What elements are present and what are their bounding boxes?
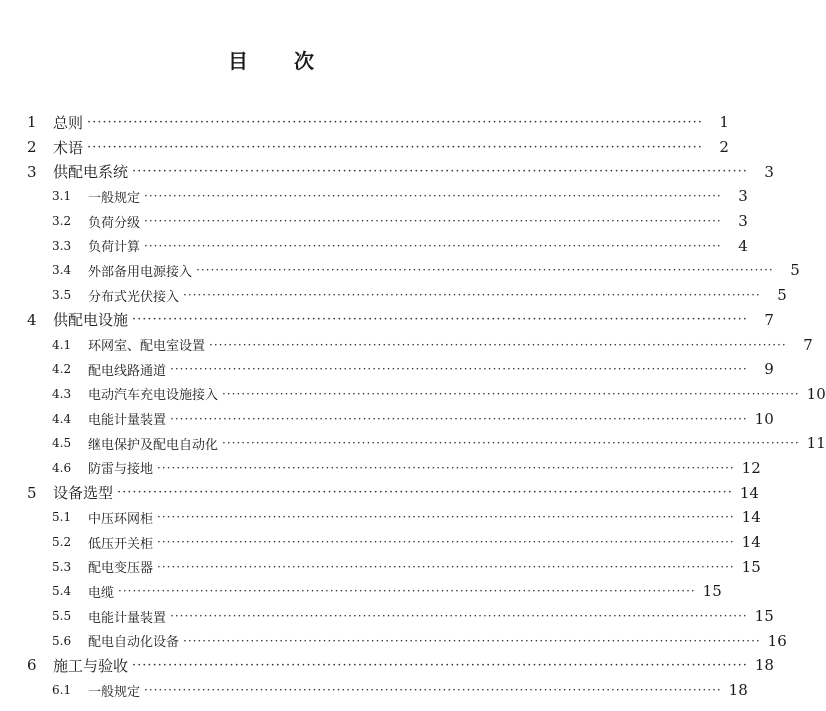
toc-section-entry[interactable] — [0, 258, 800, 283]
toc-dot-leader: ························································································································ — [132, 312, 748, 328]
toc-entry-page-number: 9 — [764, 360, 774, 379]
toc-entry-number: 5.1 — [52, 510, 72, 525]
toc-entry-page-number: 14 — [741, 533, 761, 552]
toc-entry-label: 电能计量装置 — [88, 413, 167, 429]
toc-entry-page-number: 18 — [728, 681, 748, 700]
toc-entry-number: 4.2 — [52, 362, 72, 377]
page-title — [0, 45, 542, 74]
toc-entry-number: 4.1 — [52, 337, 72, 352]
toc-entry-label: 电动汽车充电设施接入 — [88, 388, 219, 404]
toc-section-entry[interactable] — [0, 332, 813, 357]
toc-chapter-entry[interactable] — [0, 110, 729, 135]
toc-entry-label: 供配电系统 — [53, 163, 129, 182]
toc-dot-leader: ························································································································ — [118, 584, 696, 599]
toc-entry-page-number: 1 — [719, 113, 729, 132]
toc-entry-label: 电缆 — [88, 585, 115, 601]
toc-entry-label: 分布式光伏接入 — [88, 289, 180, 305]
toc-section-entry[interactable] — [0, 604, 774, 629]
toc-entry-page-number: 16 — [767, 631, 787, 650]
toc-entry-label: 负荷分级 — [88, 215, 141, 231]
toc-entry-page-number: 14 — [741, 508, 761, 527]
toc-entry-number: 4.5 — [52, 436, 72, 451]
toc-section-entry[interactable] — [0, 579, 722, 604]
toc-section-entry[interactable] — [0, 505, 761, 530]
toc-dot-leader: ························································································································ — [222, 386, 800, 401]
toc-dot-leader: ························································································································ — [157, 559, 735, 574]
toc-dot-leader: ························································································································ — [170, 609, 748, 624]
toc-chapter-entry[interactable] — [0, 135, 729, 160]
toc-dot-leader: ························································································································ — [132, 164, 748, 180]
toc-dot-leader: ························································································································ — [183, 633, 761, 648]
toc-entry-page-number: 7 — [764, 310, 774, 329]
toc-entry-page-number: 3 — [764, 162, 774, 181]
toc-entry-page-number: 10 — [754, 409, 774, 428]
toc-chapter-entry[interactable] — [0, 653, 774, 678]
toc-section-entry[interactable] — [0, 184, 748, 209]
toc-entry-page-number: 11 — [806, 434, 826, 453]
toc-entry-page-number: 3 — [738, 187, 748, 206]
toc-entry-number: 6.1 — [52, 683, 72, 698]
table-of-contents — [0, 110, 826, 703]
toc-entry-number: 3 — [27, 162, 37, 181]
toc-entry-label: 施工与验收 — [53, 656, 129, 675]
toc-section-entry[interactable] — [0, 554, 761, 579]
toc-chapter-entry[interactable] — [0, 308, 774, 333]
toc-entry-number: 4.3 — [52, 386, 72, 401]
toc-entry-label: 中压环网柜 — [88, 511, 154, 527]
toc-section-entry[interactable] — [0, 456, 761, 481]
toc-entry-page-number: 3 — [738, 212, 748, 231]
toc-section-entry[interactable] — [0, 628, 787, 653]
toc-entry-page-number: 15 — [754, 607, 774, 626]
toc-entry-number: 3.1 — [52, 189, 72, 204]
toc-entry-page-number: 4 — [738, 236, 748, 255]
toc-dot-leader: ························································································································ — [222, 436, 800, 451]
toc-entry-number: 5 — [27, 483, 37, 502]
title-char-2: 次 — [294, 49, 314, 74]
toc-section-entry[interactable] — [0, 406, 774, 431]
toc-entry-label: 外部备用电源接入 — [88, 264, 193, 280]
toc-entry-number: 5.4 — [52, 584, 72, 599]
toc-chapter-entry[interactable] — [0, 159, 774, 184]
toc-entry-page-number: 7 — [803, 335, 813, 354]
toc-entry-number: 4.4 — [52, 411, 72, 426]
toc-chapter-entry[interactable] — [0, 480, 759, 505]
toc-dot-leader: ························································································································ — [157, 535, 735, 550]
toc-dot-leader: ························································································································ — [157, 460, 735, 475]
title-char-1: 目 — [228, 49, 248, 74]
toc-entry-label: 术语 — [53, 138, 84, 157]
toc-dot-leader: ························································································································ — [132, 657, 748, 673]
toc-entry-page-number: 10 — [806, 384, 826, 403]
toc-section-entry[interactable] — [0, 283, 787, 308]
toc-section-entry[interactable] — [0, 530, 761, 555]
toc-section-entry[interactable] — [0, 431, 826, 456]
toc-dot-leader: ························································································································ — [144, 189, 722, 204]
toc-dot-leader: ························································································································ — [144, 214, 722, 229]
toc-dot-leader: ························································································································ — [209, 337, 787, 352]
toc-section-entry[interactable] — [0, 357, 774, 382]
toc-dot-leader: ························································································································ — [170, 411, 748, 426]
toc-dot-leader: ························································································································ — [196, 263, 774, 278]
toc-dot-leader: ························································································································ — [144, 683, 722, 698]
toc-entry-page-number: 12 — [741, 458, 761, 477]
toc-entry-page-number: 14 — [739, 483, 759, 502]
toc-dot-leader: ························································································································ — [117, 485, 733, 501]
toc-entry-number: 1 — [27, 113, 37, 132]
toc-dot-leader: ························································································································ — [144, 238, 722, 253]
toc-entry-page-number: 18 — [754, 656, 774, 675]
toc-entry-label: 电能计量装置 — [88, 610, 167, 626]
toc-entry-page-number: 15 — [741, 557, 761, 576]
toc-entry-label: 一般规定 — [88, 684, 141, 700]
toc-entry-page-number: 2 — [719, 138, 729, 157]
toc-dot-leader: ························································································································ — [170, 362, 748, 377]
toc-dot-leader: ························································································································ — [183, 288, 761, 303]
toc-entry-number: 6 — [27, 656, 37, 675]
toc-entry-number: 5.6 — [52, 633, 72, 648]
toc-entry-page-number: 5 — [790, 261, 800, 280]
toc-entry-number: 4 — [27, 310, 37, 329]
toc-entry-page-number: 15 — [702, 582, 722, 601]
toc-entry-page-number: 5 — [777, 286, 787, 305]
toc-section-entry[interactable] — [0, 209, 748, 234]
toc-entry-label: 环网室、配电室设置 — [88, 339, 206, 355]
toc-entry-label: 总则 — [53, 113, 84, 132]
toc-entry-number: 3.5 — [52, 288, 72, 303]
toc-entry-label: 低压开关柜 — [88, 536, 154, 552]
toc-entry-number: 3.3 — [52, 238, 72, 253]
toc-dot-leader: ························································································································ — [157, 510, 735, 525]
toc-entry-label: 负荷计算 — [88, 240, 141, 256]
toc-section-entry[interactable] — [0, 233, 748, 258]
toc-entry-label: 继电保护及配电自动化 — [88, 437, 219, 453]
toc-entry-number: 4.6 — [52, 460, 72, 475]
toc-entry-label: 防雷与接地 — [88, 462, 154, 478]
toc-entry-number: 3.4 — [52, 263, 72, 278]
toc-entry-label: 一般规定 — [88, 190, 141, 206]
toc-entry-label: 配电自动化设备 — [88, 635, 180, 651]
toc-entry-number: 5.3 — [52, 559, 72, 574]
toc-entry-number: 3.2 — [52, 214, 72, 229]
toc-dot-leader: ························································································································ — [87, 114, 703, 130]
toc-entry-number: 5.2 — [52, 535, 72, 550]
toc-entry-number: 2 — [27, 138, 37, 157]
toc-entry-label: 配电线路通道 — [88, 363, 167, 379]
toc-entry-label: 设备选型 — [53, 484, 114, 503]
toc-section-entry[interactable] — [0, 678, 748, 703]
toc-entry-label: 配电变压器 — [88, 561, 154, 577]
toc-section-entry[interactable] — [0, 382, 826, 407]
toc-entry-number: 5.5 — [52, 609, 72, 624]
toc-dot-leader: ························································································································ — [87, 139, 703, 155]
toc-entry-label: 供配电设施 — [53, 311, 129, 330]
